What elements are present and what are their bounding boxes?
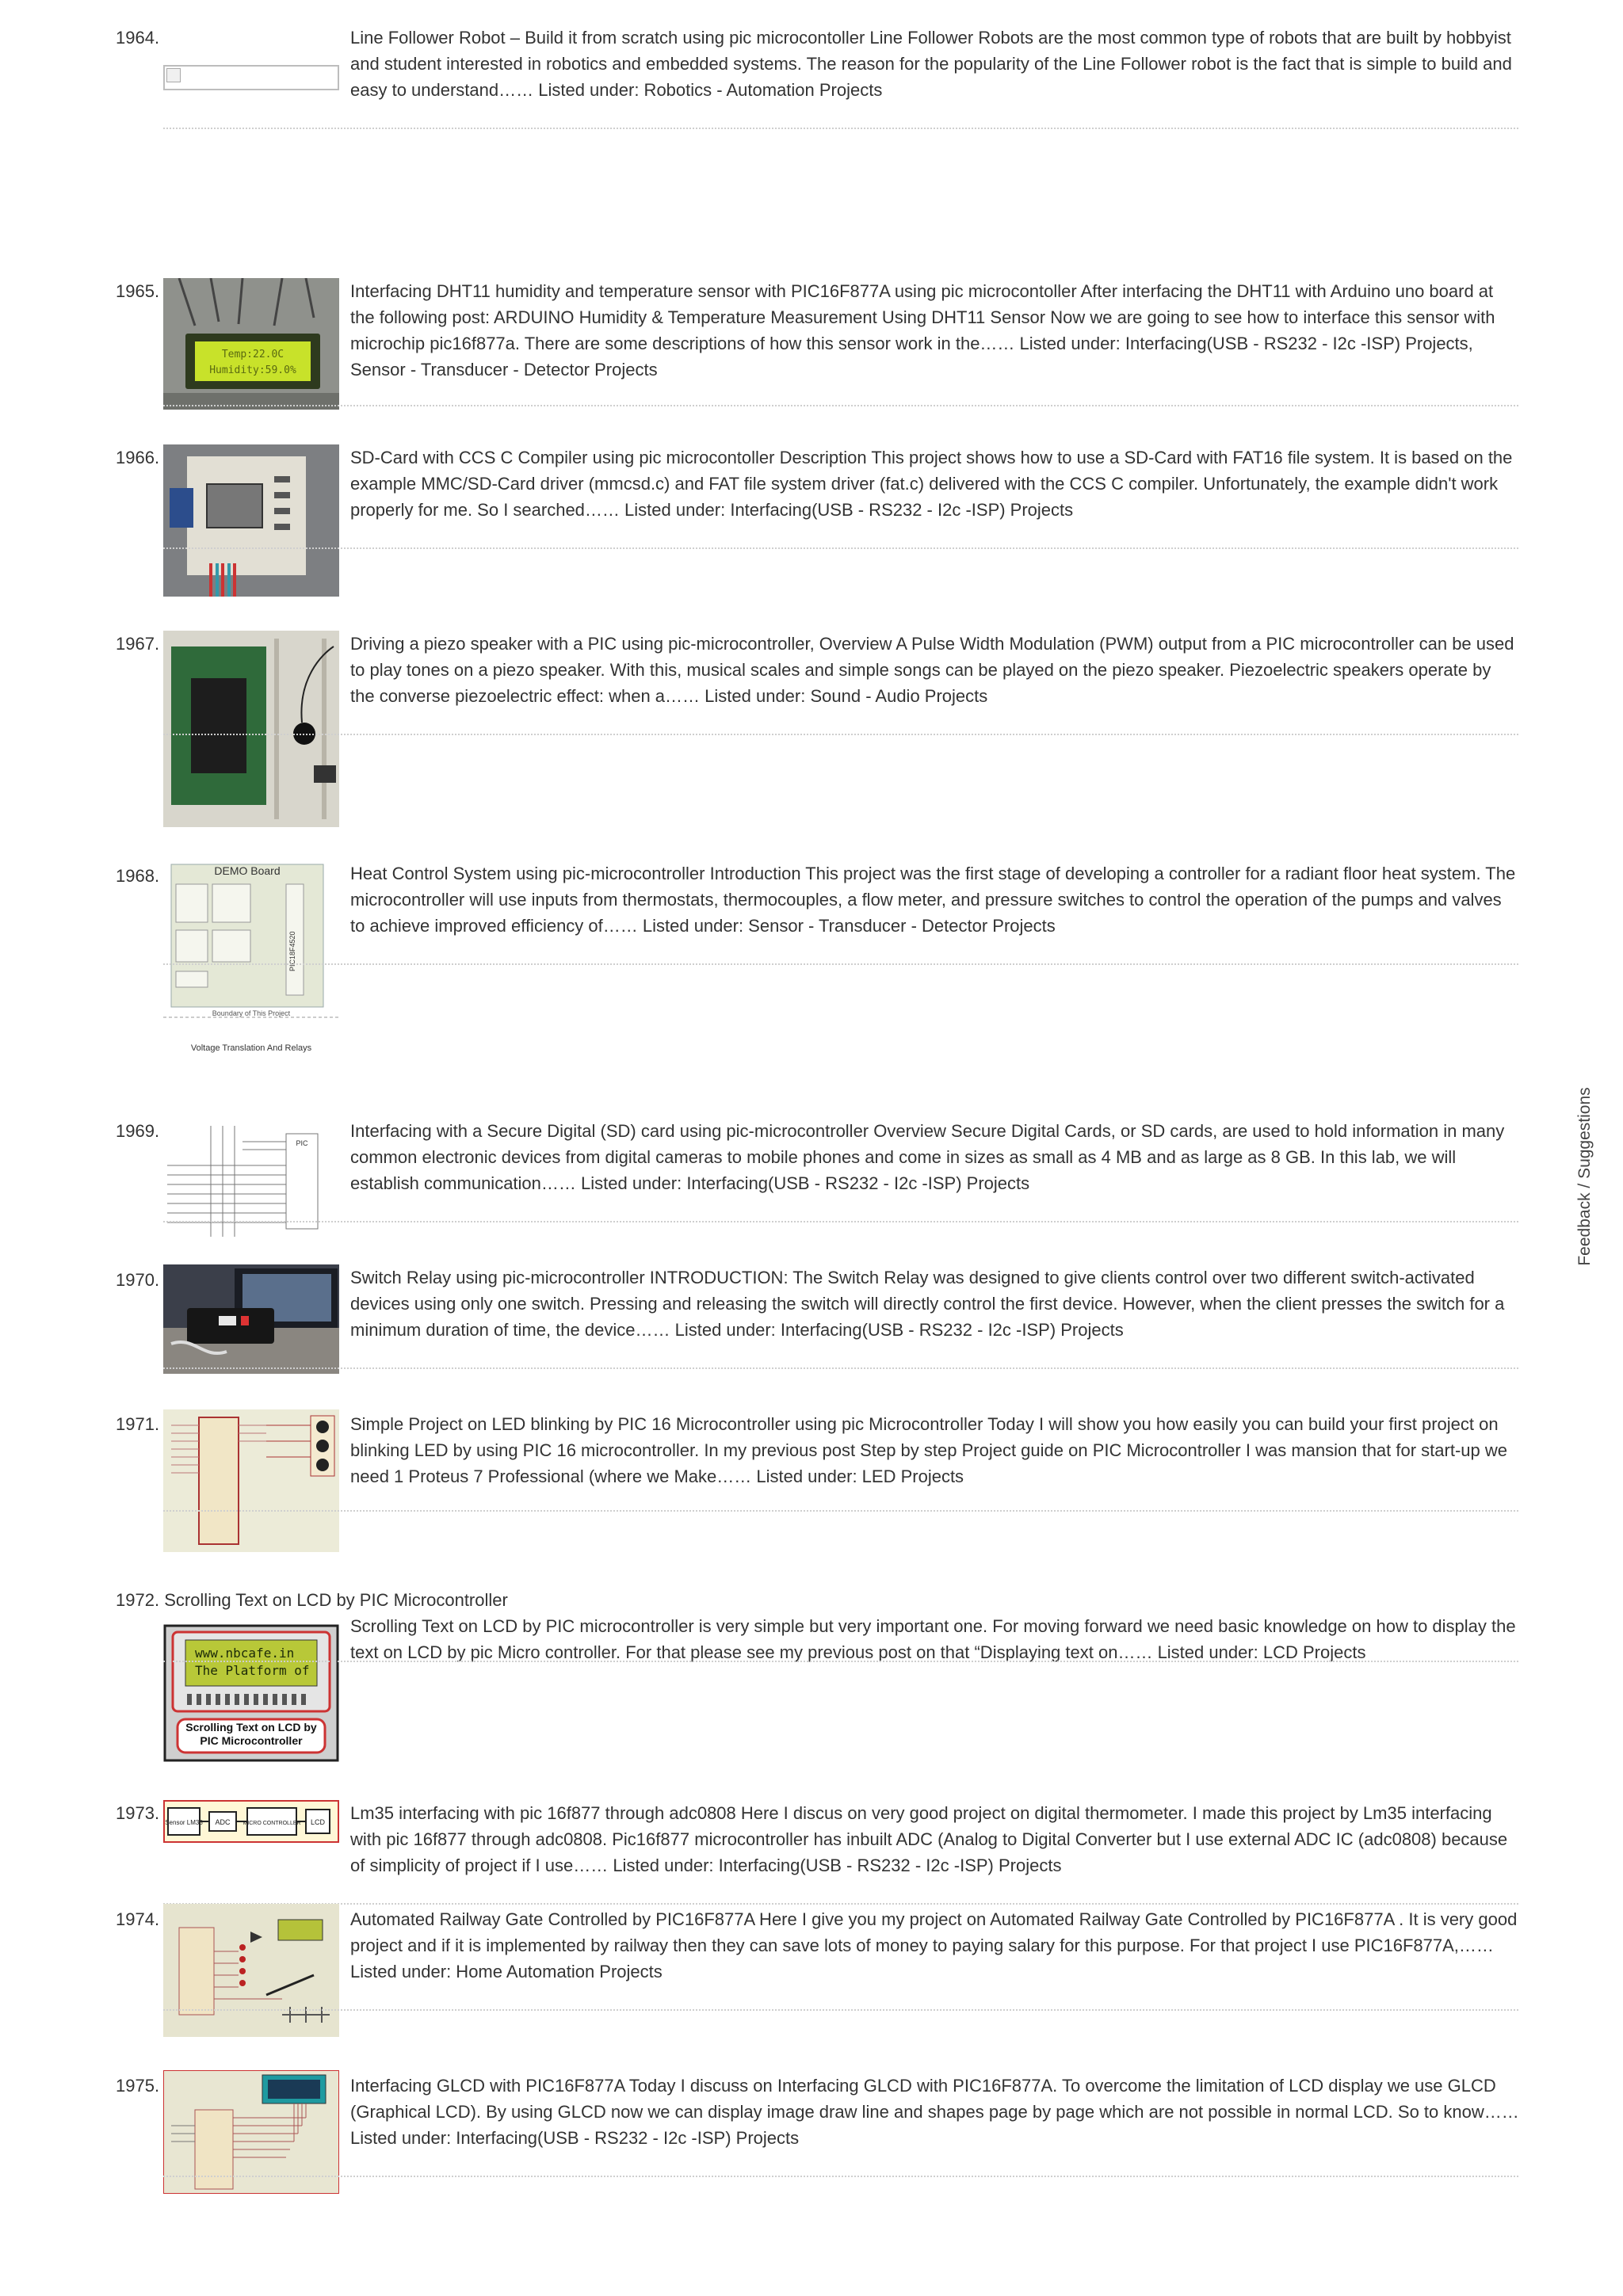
dht11-photo[interactable] <box>163 278 339 410</box>
block-sensor: Sensor LM35 <box>165 1819 203 1826</box>
scrolling-lcd-image[interactable] <box>163 1624 339 1762</box>
divider <box>163 1367 1518 1369</box>
entry-number: 1967. <box>116 634 160 654</box>
divider <box>163 2176 1518 2177</box>
entry-number: 1969. <box>116 1121 160 1141</box>
divider <box>163 1221 1518 1222</box>
entry-number: 1972. <box>116 1590 160 1610</box>
piezo-breadboard-photo[interactable] <box>163 631 339 827</box>
block-microcontroller: MICRO CONTROLLER <box>242 1821 301 1826</box>
diagram-chip: PIC18F4520 <box>288 931 296 971</box>
divider <box>163 734 1518 735</box>
entry-number: 1970. <box>116 1270 160 1290</box>
entry-description[interactable]: Heat Control System using pic-microcontroller Introduction This project was the first stage of developing a controller for a radiant floor heat system. The microcontroller will use inputs from thermostats, thermocouples, a flow meter, and pressure switches to control the operation of the pumps and valves to achieve improved efficiency of…… Listed under: Sensor - Transducer - Detector Projects <box>350 864 1516 936</box>
lcd-line-2: The Platform of <box>195 1663 310 1678</box>
entry-number: 1974. <box>116 1909 160 1929</box>
diagram-bottom-label: Voltage Translation And Relays <box>190 1043 312 1053</box>
entry-description[interactable]: Lm35 interfacing with pic 16f877 through adc0808 Here I discus on very good project on digital thermometer. I made this project by Lm35 interfacing with pic 16f877 through adc0808. Pic16f877 microcontroller has inbuilt ADC (Analog to Digital Converter but I use external ADC IC (adc0808) because of simplicity of project if I use…… Listed under: Interfacing(USB - RS232 - I2c -ISP) Projects <box>350 1803 1508 1875</box>
sd-card-schematic[interactable] <box>163 1118 339 1249</box>
schematic-chip-label: PIC <box>296 1139 308 1147</box>
led-blink-schematic[interactable] <box>163 1409 339 1552</box>
block-lcd: LCD <box>310 1818 326 1826</box>
divider <box>163 405 1518 406</box>
railway-gate-schematic[interactable] <box>163 1904 339 2037</box>
block-adc: ADC <box>215 1818 231 1826</box>
entry-number-and-title[interactable] <box>116 1587 1623 1613</box>
entry-description[interactable]: Automated Railway Gate Controlled by PIC16F877A Here I give you my project on Automated Railway Gate Controlled by PIC16F877A . It is very good project and if it is implemented by railway then they can save lots of money to paying salary for this purpose. For that project I use PIC16F877A,…… Listed under: Home Automation Projects <box>350 1909 1518 1981</box>
lcd-caption: Scrolling Text on LCD by PIC Microcontroller <box>185 1721 317 1747</box>
divider <box>163 1903 1518 1905</box>
diagram-boundary: Boundary of This Project <box>212 1009 291 1017</box>
switch-relay-photo[interactable] <box>163 1264 339 1374</box>
entry-number: 1973. <box>116 1803 160 1823</box>
divider <box>163 1510 1518 1512</box>
lm35-block-diagram[interactable] <box>163 1800 339 1843</box>
diagram-title: DEMO Board <box>214 864 281 877</box>
entry-number: 1975. <box>116 2076 160 2096</box>
entry-title[interactable]: Scrolling Text on LCD by PIC Microcontroller <box>164 1590 508 1610</box>
feedback-label[interactable]: Feedback / Suggestions <box>1575 1087 1594 1266</box>
entry-description[interactable]: Interfacing with a Secure Digital (SD) card using pic-microcontroller Overview Secure Digital Cards, or SD cards, are used to hold information in many common electronic devices from digital cameras to mobile phones and come in sizes as small as 4 MB and as large as 8 GB. In this lab, we will establish communication…… Listed under: Interfacing(USB - RS232 - I2c -ISP) Projects <box>350 1121 1505 1193</box>
feedback-tab[interactable] <box>1569 1085 1601 1268</box>
entry-number: 1968. <box>116 866 160 886</box>
entry-number: 1964. <box>116 28 160 48</box>
lcd-line-1: www.nbcafe.in <box>195 1646 295 1661</box>
broken-image-icon[interactable] <box>163 65 339 90</box>
divider <box>163 963 1518 965</box>
entry-description[interactable]: Driving a piezo speaker with a PIC using pic-microcontroller, Overview A Pulse Width Modulation (PWM) output from a PIC microcontroller can be used to play tones on a piezo speaker. With this, musical scales and simple songs can be played on the piezo speaker. Piezoelectric speakers operate by the converse piezoelectric effect: when a…… Listed under: Sound - Audio Projects <box>350 634 1514 706</box>
divider <box>163 128 1518 129</box>
divider <box>163 2009 1518 2011</box>
entry-description[interactable]: Interfacing GLCD with PIC16F877A Today I discuss on Interfacing GLCD with PIC16F877A. To overcome the limitation of LCD display we use GLCD (Graphical LCD). By using GLCD now we can display image draw line and shapes page by page which are not possible in normal LCD. So to know…… Listed under: Interfacing(USB - RS232 - I2c -ISP) Projects <box>350 2076 1519 2148</box>
entry-number: 1965. <box>116 281 160 301</box>
entry-description[interactable]: SD-Card with CCS C Compiler using pic microcontoller Description This project shows how to use a SD-Card with FAT16 file system. It is based on the example MMC/SD-Card driver (mmcsd.c) and FAT file system driver (fat.c) delivered with the CCS C compiler. Unfortunately, the example didn't work properly for me. So I searched…… Listed under: Interfacing(USB - RS232 - I2c -ISP) Projects <box>350 448 1513 520</box>
entry-number: 1966. <box>116 448 160 467</box>
lcd-line-2: Humidity:59.0% <box>209 364 296 376</box>
divider <box>163 1661 1518 1662</box>
entry-description[interactable]: Line Follower Robot – Build it from scratch using pic microcontoller Line Follower Robots are the most common type of robots that are built by hobbyist and student interested in robotics and embedded systems. The reason for the popularity of the Line Follower robot is the fact that is simple to build and easy to understand…… Listed under: Robotics - Automation Projects <box>350 28 1512 100</box>
entry-description[interactable]: Simple Project on LED blinking by PIC 16 Microcontroller using pic Microcontroller Today I will show you how easily you can build your first project on blinking LED by using PIC 16 microcontroller. In my previous post Step by step Project guide on PIC Microcontroller I was mansion that for start-up we need 1 Proteus 7 Professional (where we Make…… Listed under: LED Projects <box>350 1414 1507 1486</box>
sd-card-board-photo[interactable] <box>163 444 339 597</box>
entry-description[interactable]: Scrolling Text on LCD by PIC microcontroller is very simple but very important one. For moving forward we need basic knowledge on how to display the text on LCD by pic Micro controller. For that please see my previous post on that “Displaying text on…… Listed under: LCD Projects <box>350 1616 1516 1662</box>
divider <box>163 547 1518 549</box>
entry-description[interactable]: Switch Relay using pic-microcontroller INTRODUCTION: The Switch Relay was designed to give clients control over two different switch-activated devices using only one switch. Pressing and releasing the switch will directly control the first device. However, when the client presses the switch for a minimum duration of time, the device…… Listed under: Interfacing(USB - RS232 - I2c -ISP) Projects <box>350 1268 1505 1340</box>
entry-description[interactable]: Interfacing DHT11 humidity and temperature sensor with PIC16F877A using pic microcontoller After interfacing the DHT11 with Arduino uno board at the following post: ARDUINO Humidity & Temperature Measurement Using DHT11 Sensor Now we are going to see how to interface this sensor with microchip pic16f877a. There are some descriptions of how this sensor work in the…… Listed under: Interfacing(USB - RS232 - I2c -ISP) Projects, Sensor - Transducer - Detector Projects <box>350 281 1495 379</box>
lcd-line-1: Temp:22.0C <box>221 349 285 360</box>
entry-number: 1971. <box>116 1414 160 1434</box>
heat-control-diagram[interactable] <box>163 860 339 1084</box>
